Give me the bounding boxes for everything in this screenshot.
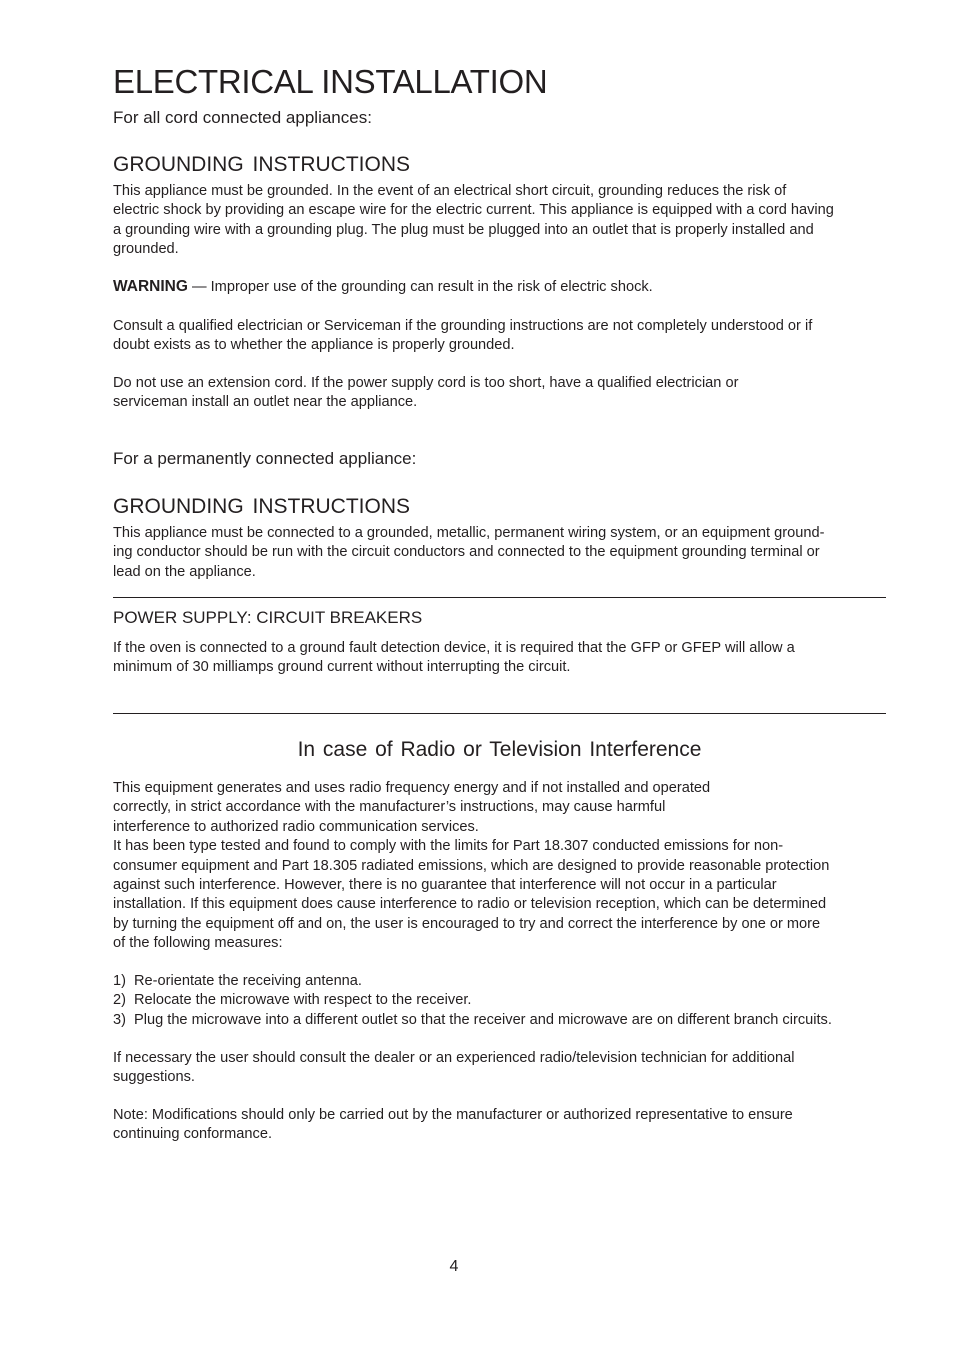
- note-paragraph: [113, 1106, 886, 1145]
- list-item: [113, 972, 886, 991]
- consult-dealer-paragraph: [113, 1049, 886, 1088]
- text-line: doubt exists as to whether the appliance is properly grounded.: [113, 337, 515, 354]
- text-line: consumer equipment and Part 18.305 radiated emissions, which are designed to provide reasonable protection: [113, 857, 830, 874]
- text-line: of the following measures:: [113, 935, 283, 952]
- warning-label: WARNING: [113, 278, 188, 295]
- text-line: ing conductor should be run with the circuit conductors and connected to the equipment grounding terminal or: [113, 544, 820, 561]
- permanent-grounding-paragraph: [113, 524, 886, 582]
- warning-text: — Improper use of the grounding can result in the risk of electric shock.: [187, 279, 653, 295]
- text-line: If the oven is connected to a ground fault detection device, it is required that the GFP or GFEP will allow a: [113, 640, 795, 656]
- text-line: serviceman install an outlet near the appliance.: [113, 394, 418, 411]
- text-line: Do not use an extension cord. If the power supply cord is too short, have a qualified electrician or: [113, 375, 739, 391]
- power-supply-paragraph: [113, 639, 886, 678]
- text-line: lead on the appliance.: [113, 563, 256, 580]
- list-number: 3): [113, 1011, 126, 1028]
- text-line: If necessary the user should consult the dealer or an experienced radio/television technician for additional: [113, 1050, 795, 1066]
- consult-paragraph: [113, 317, 886, 356]
- list-number: 1): [113, 973, 126, 989]
- text-line: grounded.: [113, 241, 179, 258]
- measures-list: [113, 972, 886, 1030]
- list-text: Re-orientate the receiving antenna.: [134, 973, 362, 989]
- list-number: 2): [113, 992, 126, 1009]
- interference-heading: In case of Radio or Television Interference: [297, 738, 702, 761]
- text-line: This appliance must be grounded. In the event of an electrical short circuit, grounding reduces the risk of: [113, 183, 787, 199]
- permanent-intro: For a permanently connected appliance:: [113, 449, 417, 468]
- text-line: This equipment generates and uses radio frequency energy and if not installed and operated: [113, 780, 711, 796]
- cord-grounding-heading: GROUNDING INSTRUCTIONS: [113, 153, 410, 176]
- text-line: This appliance must be connected to a grounded, metallic, permanent wiring system, or an equipment ground-: [113, 525, 825, 541]
- divider: [113, 713, 886, 714]
- list-item: [113, 991, 886, 1010]
- permanent-grounding-heading: GROUNDING INSTRUCTIONS: [113, 495, 410, 518]
- cord-grounding-paragraph: [113, 182, 886, 260]
- text-line: It has been type tested and found to comply with the limits for Part 18.307 conducted emissions for non-: [113, 838, 784, 855]
- page-number: 4: [449, 1258, 459, 1275]
- text-line: correctly, in strict accordance with the manufacturer’s instructions, may cause harmful: [113, 799, 666, 816]
- divider: [113, 597, 886, 598]
- text-line: installation. If this equipment does cause interference to radio or television reception, which can be determined: [113, 896, 827, 913]
- interference-paragraph: [113, 779, 886, 954]
- text-line: interference to authorized radio communication services.: [113, 818, 479, 835]
- text-line: by turning the equipment off and on, the user is encouraged to try and correct the interference by one or more: [113, 915, 821, 932]
- extension-cord-paragraph: [113, 374, 886, 413]
- text-line: minimum of 30 milliamps ground current without interrupting the circuit.: [113, 659, 571, 676]
- list-item: [113, 1011, 886, 1030]
- text-line: Note: Modifications should only be carried out by the manufacturer or authorized representative to ensure: [113, 1107, 793, 1123]
- text-line: suggestions.: [113, 1069, 195, 1086]
- list-text: Plug the microwave into a different outlet so that the receiver and microwave are on different branch circuits.: [134, 1011, 832, 1028]
- text-line: Consult a qualified electrician or Serviceman if the grounding instructions are not completely understood or if: [113, 318, 813, 334]
- list-text: Relocate the microwave with respect to the receiver.: [134, 992, 472, 1009]
- text-line: continuing conformance.: [113, 1126, 273, 1143]
- power-supply-heading: POWER SUPPLY: CIRCUIT BREAKERS: [113, 608, 423, 627]
- text-line: against such interference. However, there is no guarantee that interference will not occur in a particular: [113, 877, 777, 894]
- text-line: electric shock by providing an escape wire for the electric current. This appliance is equipped with a cord having: [113, 202, 834, 219]
- text-line: a grounding wire with a grounding plug. The plug must be plugged into an outlet that is properly installed and: [113, 221, 814, 238]
- page-title: ELECTRICAL INSTALLATION: [113, 63, 548, 100]
- cord-intro: For all cord connected appliances:: [113, 108, 372, 127]
- warning-paragraph: [113, 277, 886, 297]
